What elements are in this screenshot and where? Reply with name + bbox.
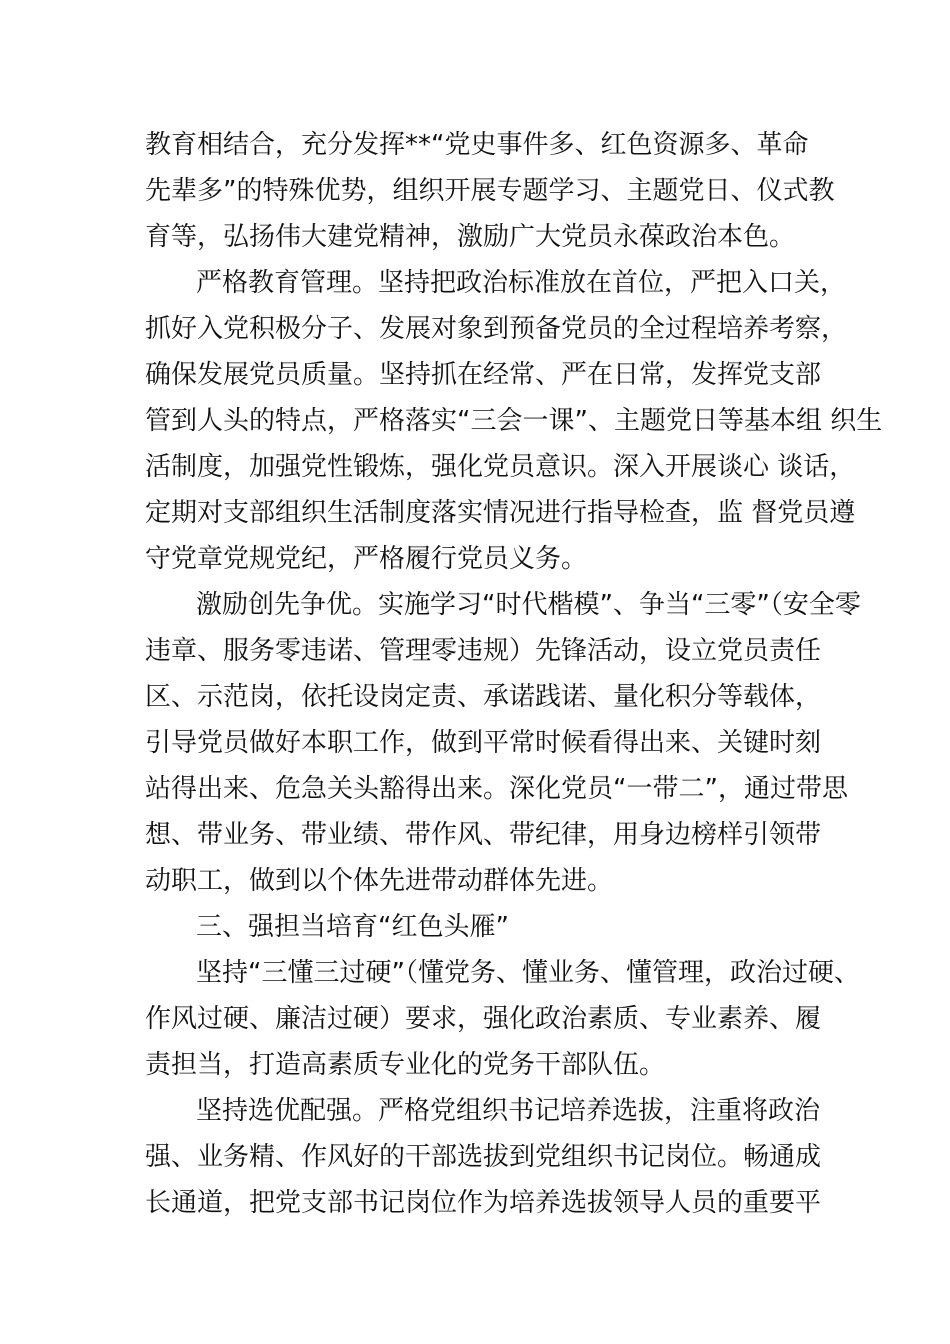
body-line: 强、业务精、作风好的干部选拔到党组织书记岗位。畅通成 (145, 1142, 822, 1172)
body-line: 先辈多”的特殊优势，组织开展专题学习、主题党日、仪式教 (145, 176, 835, 206)
body-line: 违章、服务零违诺、管理零违规）先锋活动，设立党员责任 (145, 636, 822, 666)
body-line: 活制度，加强党性锻炼，强化党员意识。深入开展谈心 谈话， (145, 452, 856, 482)
body-line: 定期对支部组织生活制度落实情况进行指导检查，监 督党员遵 (145, 498, 856, 528)
paragraph-start-line: 坚持“三懂三过硬”（懂党务、懂业务、懂管理，政治过硬、 (196, 958, 860, 988)
body-line: 抓好入党积极分子、发展对象到预备党员的全过程培养考察， (145, 314, 848, 344)
body-line: 动职工，做到以个体先进带动群体先进。 (145, 866, 614, 896)
body-line: 引导党员做好本职工作，做到平常时候看得出来、关键时刻 (145, 728, 822, 758)
body-line: 责担当，打造高素质专业化的党务干部队伍。 (145, 1050, 666, 1080)
body-line: 区、示范岗，依托设岗定责、承诺践诺、量化积分等载体， (145, 682, 822, 712)
body-line: 站得出来、危急关头豁得出来。深化党员“一带二”，通过带思 (145, 774, 848, 804)
body-line: 想、带业务、带业绩、带作风、带纪律，用身边榜样引领带 (145, 820, 822, 850)
body-line: 作风过硬、廉洁过硬）要求，强化政治素质、专业素养、履 (145, 1004, 822, 1034)
body-line: 育等，弘扬伟大建党精神，激励广大党员永葆政治本色。 (145, 222, 796, 252)
body-line: 长通道，把党支部书记岗位作为培养选拔领导人员的重要平 (145, 1188, 822, 1218)
section-heading: 三、强担当培育“红色头雁” (196, 912, 509, 942)
paragraph-start-line: 激励创先争优。实施学习“时代楷模”、争当“三零”（安全零 (196, 590, 861, 620)
body-line: 确保发展党员质量。坚持抓在经常、严在日常，发挥党支部 (145, 360, 822, 390)
paragraph-start-line: 严格教育管理。坚持把政治标准放在首位，严把入口关， (196, 268, 847, 298)
body-line: 守党章党规党纪，严格履行党员义务。 (145, 544, 588, 574)
body-line: 管到人头的特点，严格落实“三会一课”、主题党日等基本组 织生 (145, 406, 883, 436)
paragraph-start-line: 坚持选优配强。严格党组织书记培养选拔，注重将政治 (196, 1096, 821, 1126)
body-line: 教育相结合，充分发挥**“党史事件多、红色资源多、革命 (145, 130, 809, 160)
